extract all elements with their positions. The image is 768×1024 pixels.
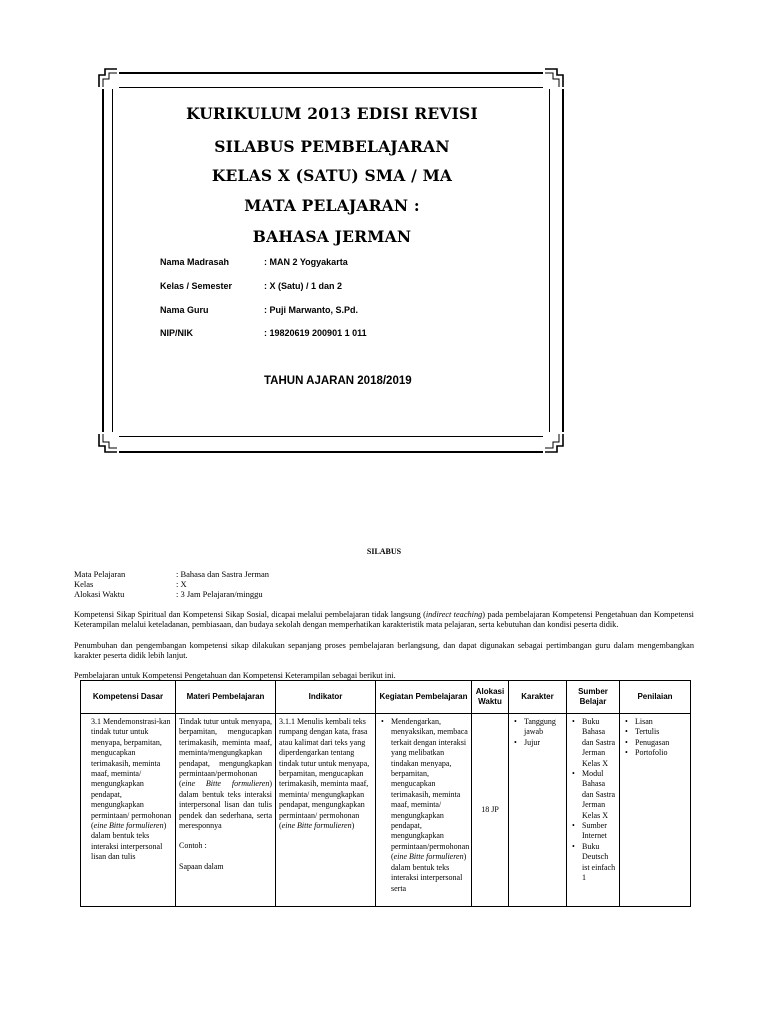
meta-label: Kelas bbox=[74, 579, 94, 589]
paragraph-pembelajaran: Pembelajaran untuk Kompetensi Pengetahuan dan Kompetensi Keterampilan sebagai berikut ini. bbox=[74, 671, 396, 680]
text-run: Mendengarkan, menyaksikan, membaca terkait dengan interaksi yang melibatkan tindakan menyapa, berpamitan, mengucapkan terimakasih, meminta maaf, meminta/ mengungkapkan pendapat, mengungkapkan permintaan/permohonan ( bbox=[391, 717, 470, 862]
text-run: ) dalam bentuk teks interaksi interpersonal lisan dan tulis bbox=[91, 821, 167, 862]
cell-kegiatan bbox=[376, 714, 472, 907]
corner-ornament-icon bbox=[97, 67, 119, 89]
list-item: • Modul Bahasa dan Sastra Jerman Kelas X bbox=[582, 769, 616, 821]
header-penilaian: Penilaian bbox=[620, 681, 691, 714]
cell-sumber bbox=[567, 714, 620, 907]
header-kompetensi-dasar: Kompetensi Dasar bbox=[81, 681, 176, 714]
cover-title-kelas: KELAS X (SATU) SMA / MA bbox=[211, 166, 453, 185]
table-header-row bbox=[81, 681, 691, 714]
text-run-italic: eine Bitte formulieren bbox=[93, 821, 164, 831]
text-run-italic: eine Bitte formulieren bbox=[181, 779, 270, 789]
cell-penilaian bbox=[620, 714, 691, 907]
corner-ornament-icon bbox=[543, 67, 565, 89]
list-item: • Lisan bbox=[635, 717, 687, 727]
syllabus-table bbox=[80, 680, 691, 907]
list-item: • Penugasan bbox=[635, 738, 687, 748]
alokasi-value: 18 JP bbox=[481, 804, 499, 814]
paragraph-kompetensi-sikap bbox=[74, 610, 694, 630]
list-item bbox=[391, 717, 468, 894]
info-value: : MAN 2 Yogyakarta bbox=[264, 257, 348, 267]
cover-title-silabus: SILABUS PEMBELAJARAN bbox=[214, 137, 450, 156]
info-label: Nama Madrasah bbox=[160, 257, 230, 267]
info-label: Nama Guru bbox=[160, 305, 209, 315]
header-sumber: Sumber Belajar bbox=[567, 681, 620, 714]
header-kegiatan: Kegiatan Pembelajaran bbox=[376, 681, 472, 714]
cover-title-kurikulum: KURIKULUM 2013 EDISI REVISI bbox=[186, 104, 478, 123]
meta-label: Mata Pelajaran bbox=[74, 569, 126, 579]
indikator-number: 3.1.1 bbox=[279, 717, 295, 726]
meta-value: : X bbox=[176, 579, 187, 589]
cover-title-bahasa: BAHASA JERMAN bbox=[252, 227, 412, 246]
text-run-italic: eine Bitte formulieren bbox=[393, 852, 464, 862]
list-item: • Buku Bahasa dan Sastra Jerman Kelas X bbox=[582, 717, 616, 769]
syllabus-title: SILABUS bbox=[366, 547, 402, 556]
text-run: ) pada pembelajaran Kompetensi Pengetahuan dan Kompetensi Keterampilan melalui keteladanan, pembiasaan, dan budaya sekolah dengan memperhatikan karakteristik mata pelajaran, serta kebutuhan dan kondisi peserta didik. bbox=[74, 610, 694, 630]
header-karakter: Karakter bbox=[509, 681, 567, 714]
info-value: : X (Satu) / 1 dan 2 bbox=[264, 281, 343, 291]
karakter-list bbox=[512, 717, 563, 748]
kd-number: 3.1 bbox=[91, 717, 101, 726]
corner-ornament-icon bbox=[97, 432, 119, 454]
cover-title-mapel: MATA PELAJARAN : bbox=[244, 196, 420, 215]
text-run: ) dalam bentuk teks interaksi interpersonal lisan dan tulis pendek dan sederhana, serta meresponnya bbox=[179, 779, 272, 831]
cover-year: TAHUN AJARAN 2018/2019 bbox=[264, 375, 412, 387]
list-item: • Portofolio bbox=[635, 748, 687, 758]
cell-alokasi bbox=[472, 714, 509, 907]
text-run: Mendemonstrasi-kan tindak tutur untuk menyapa, berpamitan, mengucapkan terimakasih, meminta maaf, meminta/ mengungkapkan pendapat, mengungkapkan permintaan/ permohonan ( bbox=[91, 717, 172, 831]
list-item: • Jujur bbox=[524, 738, 563, 748]
penilaian-list bbox=[623, 717, 687, 759]
cell-kompetensi-dasar bbox=[81, 714, 176, 907]
text-run: ) dalam bentuk teks interaksi interpersonal serta bbox=[391, 852, 467, 893]
materi-sapaan: Sapaan dalam bbox=[179, 861, 224, 871]
text-run: ) bbox=[351, 821, 355, 831]
header-alokasi: Alokasi Waktu bbox=[472, 681, 509, 714]
info-value: : Puji Marwanto, S.Pd. bbox=[264, 305, 359, 315]
text-run: Menulis kembali teks rumpang dengan kata, frasa atau kalimat dari teks yang diperdengarkan tentang tindak tutur untuk menyapa, berpamitan, mengucapkan terimakasih, meminta maaf, meminta/ mengungkapkan pendapat, mengungkapkan permintaan/ permohonan ( bbox=[279, 717, 370, 831]
text-run-italic: eine Bitte formulieren bbox=[281, 821, 352, 831]
sumber-list bbox=[570, 717, 616, 884]
info-label: Kelas / Semester bbox=[160, 281, 233, 291]
meta-label: Alokasi Waktu bbox=[74, 589, 125, 599]
cell-materi bbox=[176, 714, 276, 907]
header-indikator: Indikator bbox=[276, 681, 376, 714]
list-item: • Tanggung jawab bbox=[524, 717, 563, 738]
text-run-italic: indirect teaching bbox=[425, 610, 483, 619]
meta-value: : 3 Jam Pelajaran/minggu bbox=[176, 589, 263, 599]
cell-karakter bbox=[509, 714, 567, 907]
list-item: • Tertulis bbox=[635, 727, 687, 737]
info-label: NIP/NIK bbox=[160, 328, 194, 338]
table-row bbox=[81, 714, 691, 907]
paragraph-penumbuhan: Penumbuhan dan pengembangan kompetensi sikap dilakukan sepanjang proses pembelajaran berlangsung, dan dapat digunakan sebagai pertimbangan guru dalam mengembangkan karakter peserta didik lebih lanjut. bbox=[74, 641, 694, 661]
kegiatan-list bbox=[379, 717, 468, 894]
list-item: • Sumber Internet bbox=[582, 821, 616, 842]
info-value: : 19820619 200901 1 011 bbox=[264, 328, 367, 338]
corner-ornament-icon bbox=[543, 432, 565, 454]
header-materi: Materi Pembelajaran bbox=[176, 681, 276, 714]
materi-contoh: Contoh : bbox=[179, 841, 207, 851]
cell-indikator bbox=[276, 714, 376, 907]
text-run: Kompetensi Sikap Spiritual dan Kompetensi Sikap Sosial, dicapai melalui pembelajaran tidak langsung ( bbox=[74, 610, 426, 619]
meta-value: : Bahasa dan Sastra Jerman bbox=[176, 569, 269, 579]
list-item: • Buku Deutsch ist einfach 1 bbox=[582, 842, 616, 884]
text-run: Tindak tutur untuk menyapa, berpamitan, mengucapkan terimakasih, meminta maaf, meminta/mengungkapkan pendapat, mengungkapkan permintaan/permohonan ( bbox=[179, 717, 272, 789]
